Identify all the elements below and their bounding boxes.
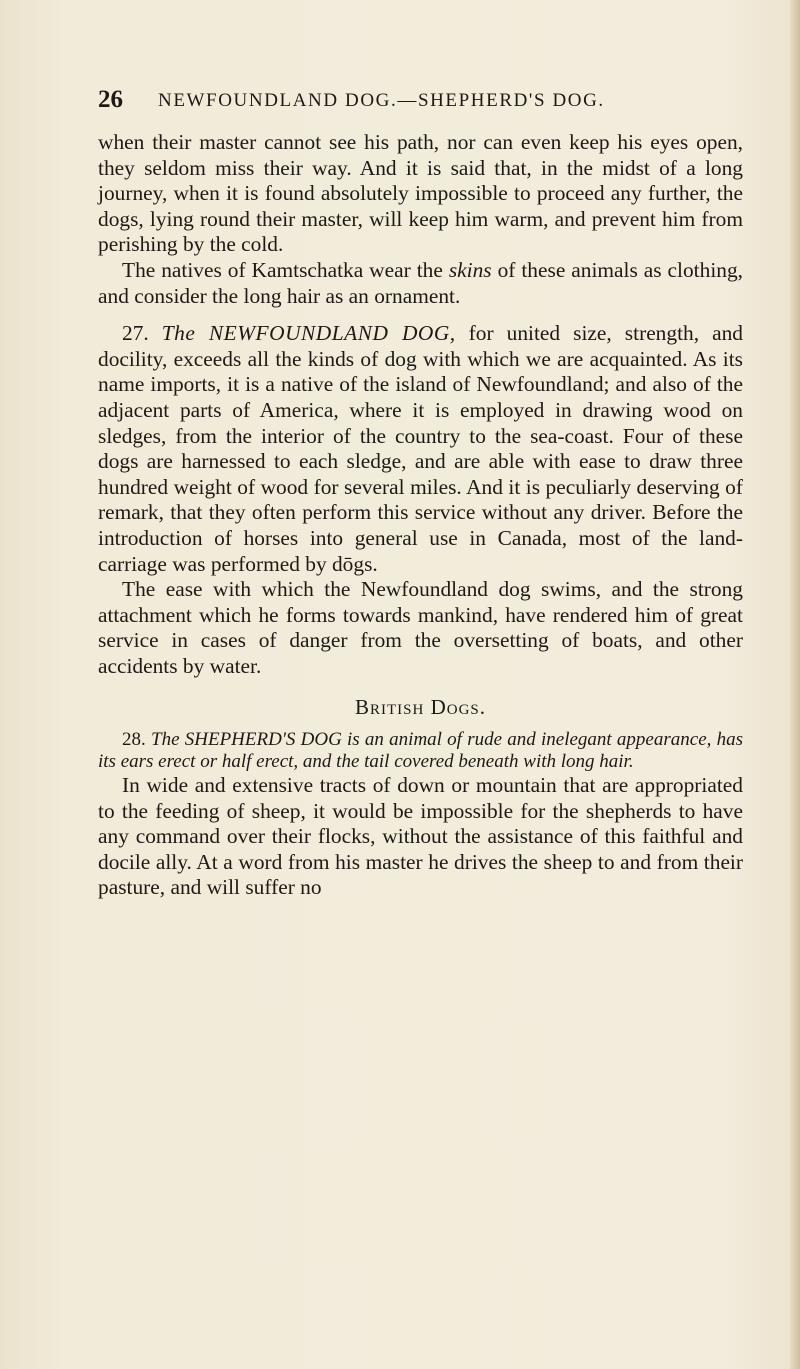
entry-title: The NEWFOUNDLAND DOG, [161,321,456,346]
section-number: 28. [122,729,151,751]
caption-text: The SHEPHERD'S DOG is an animal of rude and inelegant appearance, has its ears erect or half erect, and the tail covered beneath with long hair. [98,729,744,773]
paragraph-continuation: when their master cannot see his path, nor can even keep his eyes open, they seldom miss their way. And it is said that, in the midst of a long journey, when it is found absolutely impossible to proceed any further, the dogs, lying round their master, will keep him warm, and prevent him from perishing by the cold. [98,130,743,257]
page-edge [790,0,800,1369]
page-body [98,130,743,901]
paragraph-swimming: The ease with which the Newfoundland dog swims, and the strong attachment which he forms towards mankind, have rendered him of great service in cases of danger from the oversetting of boats, and other accidents by water. [98,577,743,678]
paragraph-text: The natives of Kamtschatka wear the [122,257,449,282]
running-head: NEWFOUNDLAND DOG.—SHEPHERD'S DOG. [158,90,605,111]
spacer [98,679,743,689]
page-number: 26 [98,86,123,113]
spacer [98,309,743,321]
paragraph-text: for united size, strength, and docility, exceeds all the kinds of dog with which we are acquainted. As its name imports, it is a native of the island of Newfoundland; and also of the adjacent parts of America, where it is employed in drawing wood on sledges, from the interior of the country to the sea-coast. Four of these dogs are harnessed to each sledge, and are able with ease to draw three hundred weight of wood for several miles. And it is peculiarly deserving of remark, that they often perform this service without any driver. Before the introduction of horses into general use in Canada, most of the land-carriage was performed by dōgs. [98,321,743,576]
emphasis-text: skins [448,257,492,282]
paragraph-kamtschatka [98,258,743,309]
section-number: 27. [122,321,162,346]
paragraph-shepherd: In wide and extensive tracts of down or mountain that are appropriated to the feeding of sheep, it would be impossible for the shepherds to have any command over their flocks, without the assistance of this faithful and docile ally. At a word from his master he drives the sheep to and from their pasture, and will suffer no [98,773,743,900]
section-heading: British Dogs. [354,695,486,720]
paragraph-newfoundland [98,321,743,577]
page-header [98,86,718,116]
entry-caption [98,729,743,773]
paragraph-text: of these animals as clothing, and consider the long hair as an ornament. [98,257,744,308]
